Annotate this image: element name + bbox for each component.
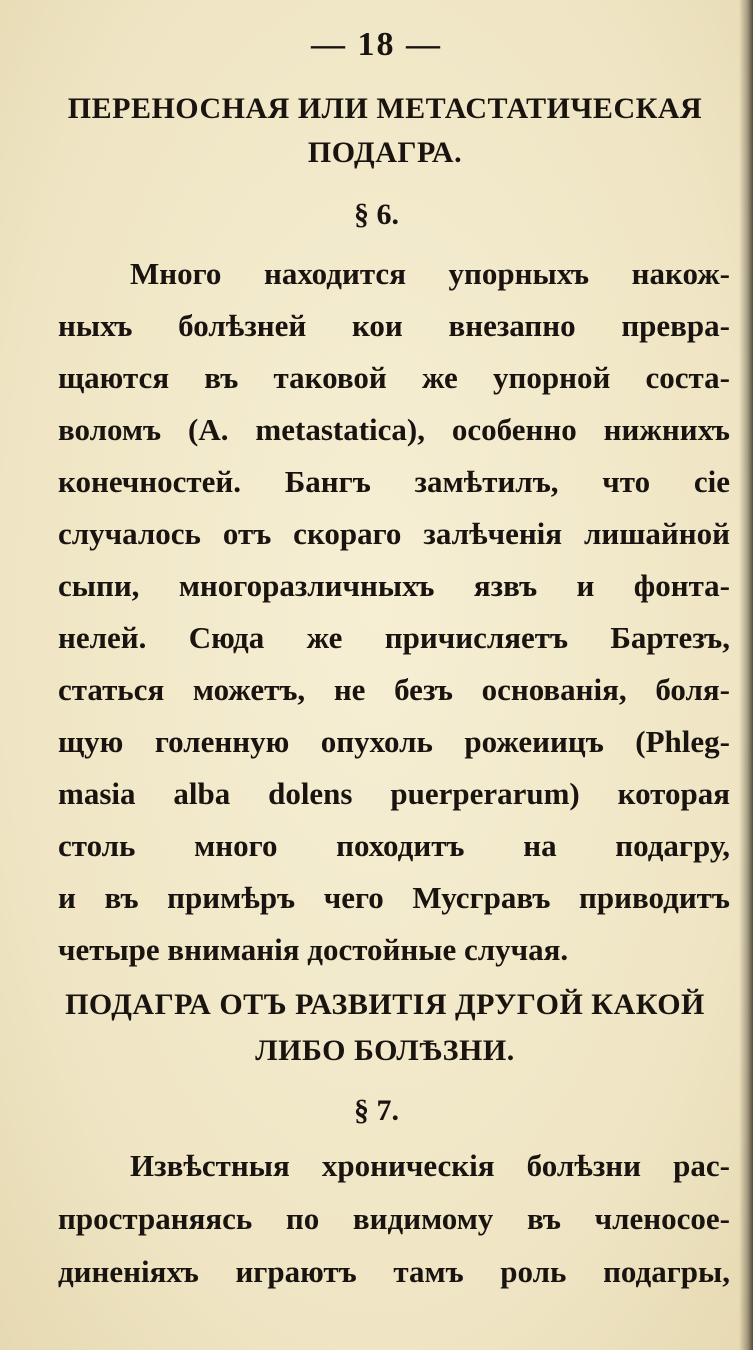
paragraph-1-line: masia alba dolens puerperarum) которая <box>58 776 730 811</box>
paragraph-1-line: щую голенную опухоль рожеиицъ (Phleg- <box>58 724 730 759</box>
page-number: — 18 — <box>311 26 442 63</box>
heading-other-disease-line-1: ПОДАГРА ОТЪ РАЗВИТІЯ ДРУГОЙ КАКОЙ <box>65 988 705 1021</box>
paragraph-1-line: столь много походитъ на подагру, <box>58 828 730 863</box>
heading-other-disease-line-2: ЛИБО БОЛѢЗНИ. <box>255 1034 515 1067</box>
paragraph-2-line: диненіяхъ играютъ тамъ роль подагры, <box>58 1254 730 1289</box>
paragraph-1-line: случалось отъ скораго залѣченія лишайной <box>58 516 730 551</box>
paragraph-1-line: конечностей. Бангъ замѣтилъ, что сіе <box>58 464 730 499</box>
paragraph-1-line: Много находится упорныхъ накож- <box>130 256 730 291</box>
paragraph-1-line: четыре вниманія достойные случая. <box>58 932 569 967</box>
paragraph-1-line: нелей. Сюда же причисляетъ Бартезъ, <box>58 620 730 655</box>
paragraph-1-line: статься можетъ, не безъ основанія, боля- <box>58 672 730 707</box>
section-7-mark: § 7. <box>354 1094 399 1127</box>
heading-metastatic-line-2: ПОДАГРА. <box>307 136 463 169</box>
paragraph-2-line: Извѣстныя хроническія болѣзни рас- <box>130 1148 730 1183</box>
paragraph-1-line: щаются въ таковой же упорной соста- <box>58 360 730 395</box>
paragraph-1-line: ныхъ болѣзней кои внезапно превра- <box>58 308 730 343</box>
heading-metastatic-line-1: ПЕРЕНОСНАЯ ИЛИ МЕТАСТАТИЧЕСКАЯ <box>67 92 703 125</box>
page-edge-shadow <box>739 0 753 1350</box>
section-6-mark: § 6. <box>354 198 399 231</box>
paragraph-1-line: сыпи, многоразличныхъ язвъ и фонта- <box>58 568 730 603</box>
paragraph-1-line: и въ примѣръ чего Мусгравъ приводитъ <box>58 880 730 915</box>
paragraph-2-line: пространяясь по видимому въ членосое- <box>58 1201 730 1236</box>
paragraph-1-line: воломъ (A. metastatica), особенно нижнихъ <box>58 412 730 447</box>
